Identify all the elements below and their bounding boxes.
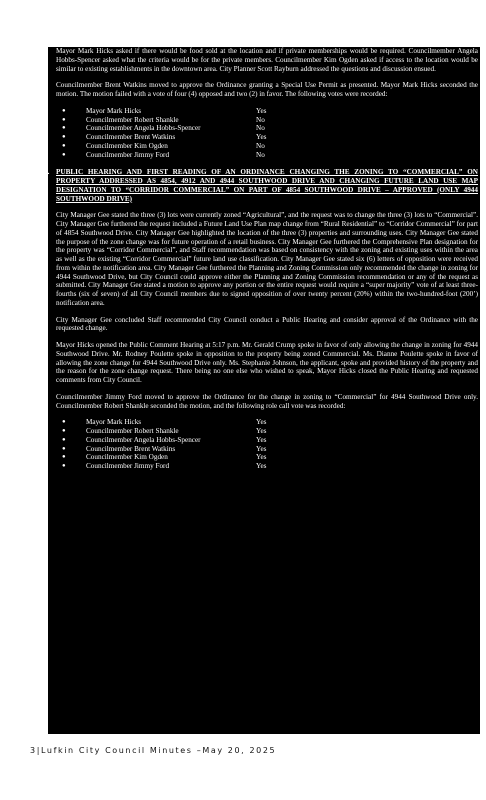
vote-list [56,418,478,471]
voter-name: Councilmember Robert Shankle [86,115,179,124]
vote-row [56,436,478,445]
vote-value: No [256,141,265,150]
paragraph: Mayor Hicks opened the Public Comment Hearing at 5:17 p.m. Mr. Gerald Crump spoke in favor of only allowing the change in zoning for 4944 Southwood Drive. Mr. Rodney Poulette spoke in opposition to the property being zoned Commercial. Ms. Dianne Poulette spoke in favor of allowing the zone change for 4944 Southwood Drive only. Ms. Stephanie Johnson, the applicant, spoke and provided history of the property and the reason for the zone change request. There being no one else who wished to speak, Mayor Hicks closed the Public Hearing and requested comments from City Council. [56,341,478,384]
agenda-item-title: PUBLIC HEARING AND FIRST READING OF AN ORDINANCE CHANGING THE ZONING TO “COMMERCIAL” ON PROPERTY ADDRESSED AS 4854, 4912 AND 4944 SOUTHWOOD DRIVE AND CHANGING FUTURE LAND USE MAP DESIGNATION TO “CORRIDOR COMMERCIAL” ON PART OF 4854 SOUTHWOOD DRIVE – APPROVED (ONLY 4944 SOUTHWOOD DRIVE) [56,168,478,203]
paragraph: Mayor Mark Hicks asked if there would be food sold at the location and if private memberships would be required. Councilmember Angela Hobbs-Spencer asked what the criteria would be for the private members. Councilmember Kim Ogden asked if access to the location would be similar to existing establishments in the downtown area. City Planner Scott Rayburn addressed the questions and discussion ensued. [56,47,478,73]
bullet-icon: ● [62,116,66,123]
agenda-item-number: 8. [44,168,50,177]
vote-value: Yes [256,462,267,470]
voter-name: Councilmember Brent Watkins [86,133,176,141]
bullet-icon: ● [62,107,66,114]
vote-row [56,107,478,116]
vote-value: No [256,115,265,124]
bullet-icon: ● [62,445,66,452]
vote-row [56,151,478,160]
page-footer: 3|Lufkin City Council Minutes –May 20, 2025 [30,746,277,755]
vote-value: No [256,124,265,133]
vote-row [56,142,478,151]
bullet-icon: ● [62,134,66,140]
vote-value: Yes [256,427,267,435]
voter-name: Councilmember Jimmy Ford [86,150,170,159]
voter-name: Councilmember Kim Ogden [86,141,168,150]
agenda-item-heading [44,168,478,203]
voter-name: Mayor Mark Hicks [86,106,142,115]
voter-name: Councilmember Kim Ogden [86,453,168,462]
bullet-icon: ● [62,151,66,158]
vote-value: No [256,150,265,159]
vote-value: Yes [256,444,267,453]
bullet-icon: ● [62,142,66,149]
vote-row [56,462,478,471]
vote-row [56,418,478,427]
vote-value: Yes [256,106,267,115]
vote-row [56,116,478,125]
paragraph: City Manager Gee concluded Staff recommended City Council conduct a Public Hearing and consider approval of the Ordinance with the requested change. [56,315,478,333]
vote-row [56,133,478,142]
vote-row [56,445,478,454]
vote-value: Yes [256,418,267,427]
vote-row [56,427,478,436]
voter-name: Councilmember Angela Hobbs-Spencer [86,124,201,133]
vote-value: Yes [256,435,267,444]
paragraph: Councilmember Brent Watkins moved to approve the Ordinance granting a Special Use Permit as presented. Mayor Mark Hicks seconded the motion. The motion failed with a vote of four (4) opposed and two (2) in favor. The following votes were recorded: [56,81,478,98]
bullet-icon: ● [62,428,66,434]
voter-name: Mayor Mark Hicks [86,418,142,427]
vote-value: Yes [256,453,267,462]
paragraph: City Manager Gee stated the three (3) lots were currently zoned “Agricultural”, and the request was to change the three (3) lots to “Commercial”. City Manager Gee furthered the request included a Future Land Use Plan map change from “Rural Residential” to “Corridor Commercial” for part of 4854 Southwood Drive. City Manager Gee highlighted the location of the three (3) properties and surrounding uses. City Manager Gee stated the purpose of the zone change was for future operation of a retail business. City Manager Gee furthered the Comprehensive Plan designation for the property was “Corridor Commercial”, and Staff recommendation was based on consistency with the zoning and existing uses within the area as well as the existing “Corridor Commercial” future land use classification. City Manager Gee stated six (6) letters of opposition were received from within the notification area. City Manager Gee furthered the Planning and Zoning Commission only recommended the change in zoning for 4944 Southwood Drive, but City Council could approve either the Planning and Zoning Commission recommendation or any of the request as submitted. City Manager Gee stated a motion to approve any portion or the entire request would require a “super majority” vote of at least three-fourths (six of seven) of all City Council members due to signed opposition of over twenty percent (20%) within the two-hundred-foot (200’) notification area. [56,211,478,307]
vote-row [56,124,478,133]
vote-row [56,453,478,462]
minutes-content [44,47,478,480]
bullet-icon: ● [62,454,66,461]
voter-name: Councilmember Angela Hobbs-Spencer [86,435,201,444]
vote-list [56,107,478,160]
paragraph: Councilmember Jimmy Ford moved to approve the Ordinance for the change in zoning to “Commercial” for 4944 Southwood Drive only. Councilmember Robert Shankle seconded the motion, and the following role call vote was recorded: [56,392,478,410]
vote-value: Yes [256,133,267,141]
bullet-icon: ● [62,419,66,426]
bullet-icon: ● [62,463,66,469]
voter-name: Councilmember Brent Watkins [86,444,176,453]
voter-name: Councilmember Robert Shankle [86,427,179,435]
voter-name: Councilmember Jimmy Ford [86,462,170,470]
bullet-icon: ● [62,436,66,443]
bullet-icon: ● [62,125,66,132]
